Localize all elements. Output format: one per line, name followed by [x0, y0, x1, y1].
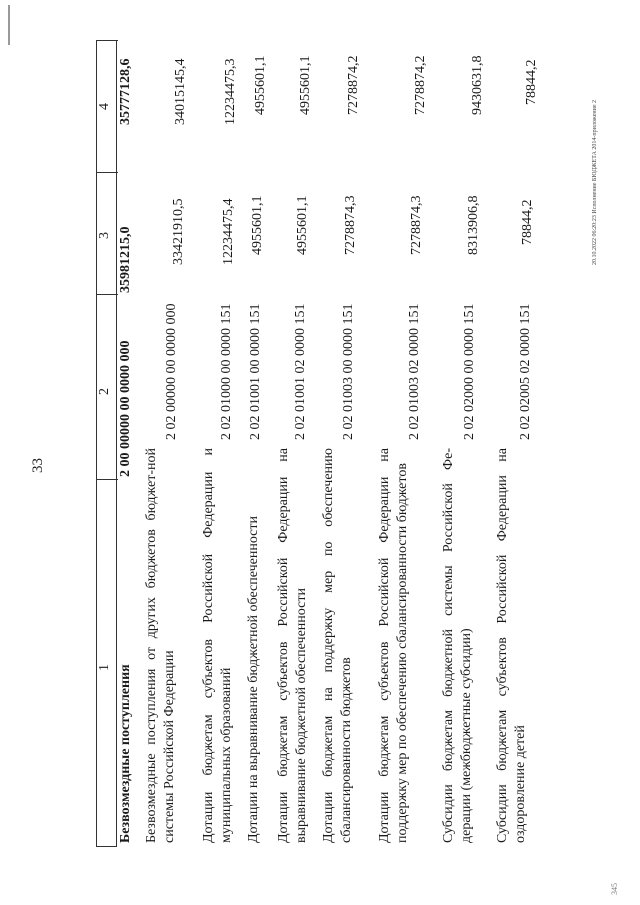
- row-4-code: 2 02 01001 02 0000 151: [293, 303, 308, 440]
- row-6-description: Дотации бюджетам субъектов Российской Федерации на поддержку мер по обеспечению сбалансированности бюджетов: [377, 448, 410, 843]
- row-3-description: Дотации на выравнивание бюджетной обеспеченности: [246, 516, 261, 843]
- row-7-plan: 8313906,8: [466, 195, 481, 255]
- row-7-actual: 9430631,8: [470, 55, 485, 115]
- row-3-code: 2 02 01001 00 0000 151: [248, 303, 263, 440]
- table-top-border: [96, 41, 97, 847]
- row-8-plan: 78844,2: [520, 199, 535, 245]
- row-2-plan: 12234475,4: [221, 198, 236, 265]
- row-2-code: 2 02 01000 00 0000 151: [219, 303, 234, 440]
- row-2-actual: 12234475,3: [223, 58, 238, 125]
- row-8-description: Субсидии бюджетам субъектов Российской Федерации на оздоровление детей: [495, 448, 528, 843]
- row-8-code: 2 02 02005 02 0000 151: [518, 303, 533, 440]
- total-row-plan: 35981215,0: [118, 226, 133, 293]
- row-4-plan: 4955601,1: [295, 195, 310, 255]
- row-1-code: 2 02 00000 00 0000 000: [164, 303, 179, 440]
- margin-mark: 345: [610, 883, 619, 895]
- column-number-3: 3: [97, 232, 112, 239]
- column-divider-2: [96, 294, 118, 295]
- footer-file-path: 20.10.2022 06:20:23 Исполнение БЮДЖЕТА 2014-приложение 2: [592, 100, 598, 265]
- total-row-description: Безвозмездные поступления: [118, 664, 133, 843]
- column-number-1: 1: [97, 664, 112, 671]
- row-5-code: 2 02 01003 00 0000 151: [341, 303, 356, 440]
- total-row-code: 2 00 00000 00 0000 000: [118, 340, 133, 477]
- column-number-2: 2: [97, 388, 112, 395]
- table-left-border: [96, 846, 116, 847]
- row-7-description: Субсидии бюджетам бюджетной системы Российской Фе-дерации (межбюджетные субсидии): [441, 448, 474, 843]
- row-6-actual: 7278874,2: [413, 55, 428, 115]
- row-1-description: Безвозмездные поступления от других бюджетов бюджет-ной системы Российской Федерации: [144, 448, 177, 843]
- table-right-border: [96, 40, 118, 41]
- total-row-actual: 35777128,6: [118, 58, 133, 125]
- column-number-4: 4: [97, 103, 112, 110]
- row-1-actual: 34015145,4: [173, 58, 188, 125]
- row-2-description: Дотации бюджетам субъектов Российской Федерации и муниципальных образований: [201, 448, 234, 843]
- row-6-code: 2 02 01003 02 0000 151: [407, 303, 422, 440]
- row-7-code: 2 02 02000 00 0000 151: [462, 303, 477, 440]
- row-6-plan: 7278874,3: [409, 195, 424, 255]
- row-3-plan: 4955601,1: [250, 195, 265, 255]
- row-4-description: Дотации бюджетам субъектов Российской Федерации на выравнивание бюджетной обеспеченности: [276, 448, 309, 843]
- column-divider-1: [96, 479, 118, 480]
- row-4-actual: 4955601,1: [298, 55, 313, 115]
- row-5-plan: 7278874,3: [343, 195, 358, 255]
- column-divider-3: [96, 172, 118, 173]
- row-8-actual: 78844,2: [524, 59, 539, 105]
- row-1-plan: 33421910,5: [171, 198, 186, 265]
- row-5-description: Дотации бюджетам на поддержку мер по обеспечению сбалансированности бюджетов: [321, 448, 354, 843]
- page-number: 33: [30, 458, 46, 473]
- row-5-actual: 7278874,2: [346, 55, 361, 115]
- scan-edge-mark: [8, 5, 10, 45]
- row-3-actual: 4955601,1: [253, 55, 268, 115]
